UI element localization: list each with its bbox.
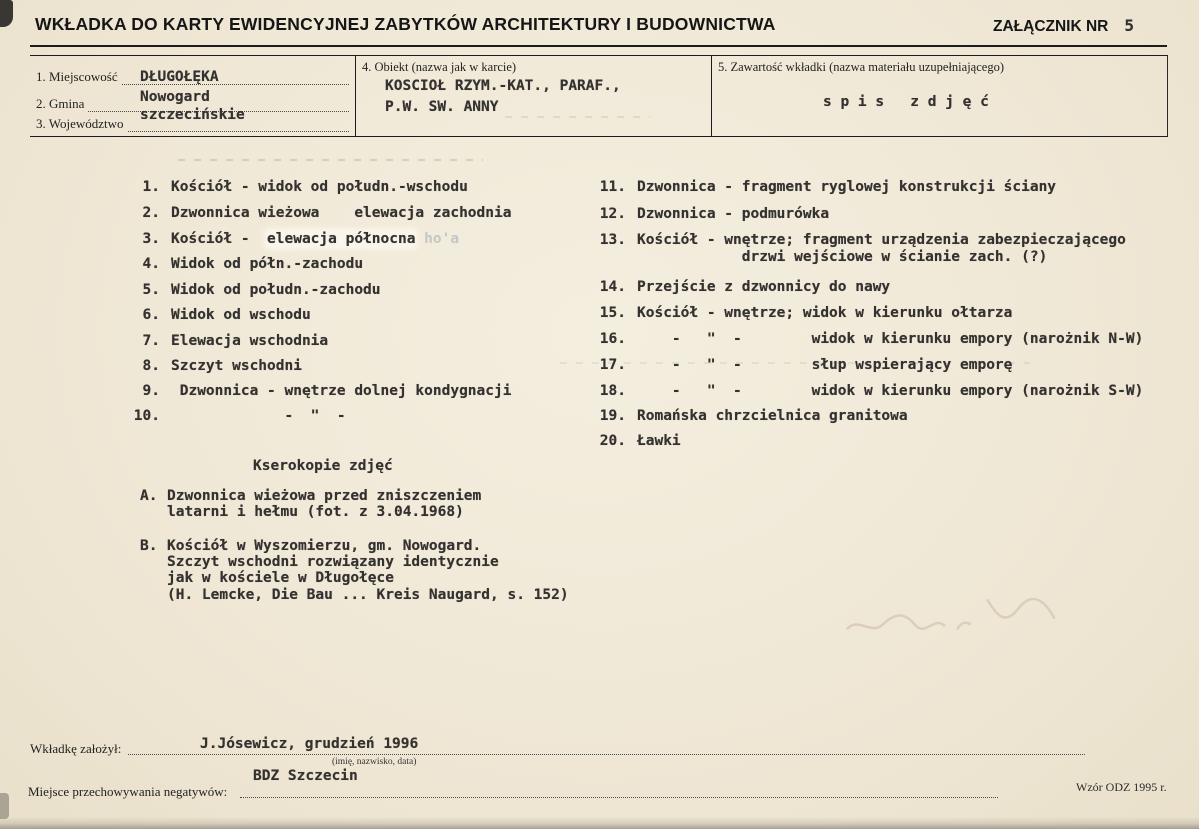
founder-label: Wkładkę założył: [30,741,122,756]
table-divider [711,56,712,136]
faint-pencil-mark [836,574,1090,651]
form-header-table [30,55,1168,137]
photo-list-item: 14. Przejście z dzwonnicy do nawy [599,279,891,295]
kserokopie-item: B. Kościół w Wyszomierzu, gm. Nowogard. Szczyt wschodni rozwiązany identycznie jak w kościele w Długołęce (H. Lemcke, Die Bau ... Kreis Naugard, s. 152) [140,538,569,603]
form-model-note: Wzór ODZ 1995 r. [1076,780,1167,794]
founder-value: J.Jósewicz, grudzień 1996 [200,736,419,752]
field-gmina-label: 2. Gmina [36,96,85,111]
photo-list-item: 6. Widok od wschodu [142,307,311,323]
photo-list-item: 8. Szczyt wschodni [142,358,302,374]
photo-list-item: 5. Widok od połudn.-zachodu [142,282,381,298]
photo-list-item: 11. Dzwonnica - fragment ryglowej konstrukcji ściany [599,179,1057,195]
attachment-label: ZAŁĄCZNIK NR [993,18,1109,35]
founder-org: BDZ Szczecin [253,768,358,784]
scan-artifact-bottom-left-corner [0,793,9,819]
photo-list-item: 4. Widok od półn.-zachodu [142,256,364,272]
field-obiekt-value-line1: KOSCIOŁ RZYM.-KAT., PARAF., [385,78,621,94]
photo-list-item: 7. Elewacja wschodnia [142,333,329,349]
scan-artifact-top-left-corner [0,0,13,27]
photo-list-item: 18. - " - widok w kierunku empory (narożnik S-W) [599,383,1144,399]
photo-list-item: 9. Dzwonnica - wnętrze dolnej kondygnacji [142,383,512,399]
field-miejscowosc-label: 1. Miejscowość [36,69,118,84]
attachment-number: 5 [1124,16,1135,35]
field-zawartosc-label: 5. Zawartość wkładki (nazwa materiału uzupełniającego) [718,60,1004,74]
whiteout-correction: elewacja północna [267,231,416,247]
photo-list-item: 20. Ławki [599,433,681,449]
photo-list-item: 13. Kościół - wnętrze; fragment urządzenia zabezpieczającego drzwi wejściowe w ścianie zach. (?) [599,232,1126,265]
scan-edge-shadow [0,817,1199,829]
field-wojewodztwo-label: 3. Województwo [36,116,124,131]
photo-list-item: 1. Kościół - widok od połudn.-wschodu [142,179,468,195]
page-title: WKŁADKA DO KARTY EWIDENCYJNEJ ZABYTKÓW ARCHITEKTURY I BUDOWNICTWA [35,14,776,34]
dotted-line [240,784,998,798]
photo-list-item: 12. Dzwonnica - podmurówka [599,206,830,222]
photo-list-item: 10. - " - [133,408,346,424]
photo-list-item: 19. Romańska chrzcielnica granitowa [599,408,908,424]
kserokopie-heading: Kserokopie zdjęć [253,458,393,474]
field-zawartosc-value: s p i s z d j ę ć [823,94,989,110]
field-obiekt-value-line2: P.W. SW. ANNY [385,99,499,115]
negatives-label: Miejsce przechowywania negatywów: [28,784,228,799]
field-wojewodztwo-value: szczecińskie [140,107,245,123]
field-obiekt-label: 4. Obiekt (nazwa jak w karcie) [362,60,517,74]
photo-list-item: 2. Dzwonnica wieżowa elewacja zachodnia [142,205,512,221]
photo-list-item: 3. Kościół - elewacja północna ho'a [142,231,460,247]
attachment-header [993,16,1134,36]
founder-hint: (imię, nazwisko, data) [332,757,417,767]
title-rule [30,45,1167,47]
photo-list-item: 17. - " - słup wspierający emporę [599,357,1013,373]
kserokopie-item: A. Dzwonnica wieżowa przed zniszczeniem latarni i hełmu (fot. z 3.04.1968) [140,488,482,521]
ghost-text: ho'a [415,231,460,247]
photo-list-item: 15. Kościół - wnętrze; widok w kierunku ołtarza [599,305,1013,321]
table-divider [355,56,356,136]
field-miejscowosc-value: DŁUGOŁĘKA [140,69,219,85]
field-gmina-value: Nowogard [140,89,210,105]
erased-typing-mark [178,159,483,161]
photo-list-item: 16. - " - widok w kierunku empory (narożnik N-W) [599,331,1144,347]
